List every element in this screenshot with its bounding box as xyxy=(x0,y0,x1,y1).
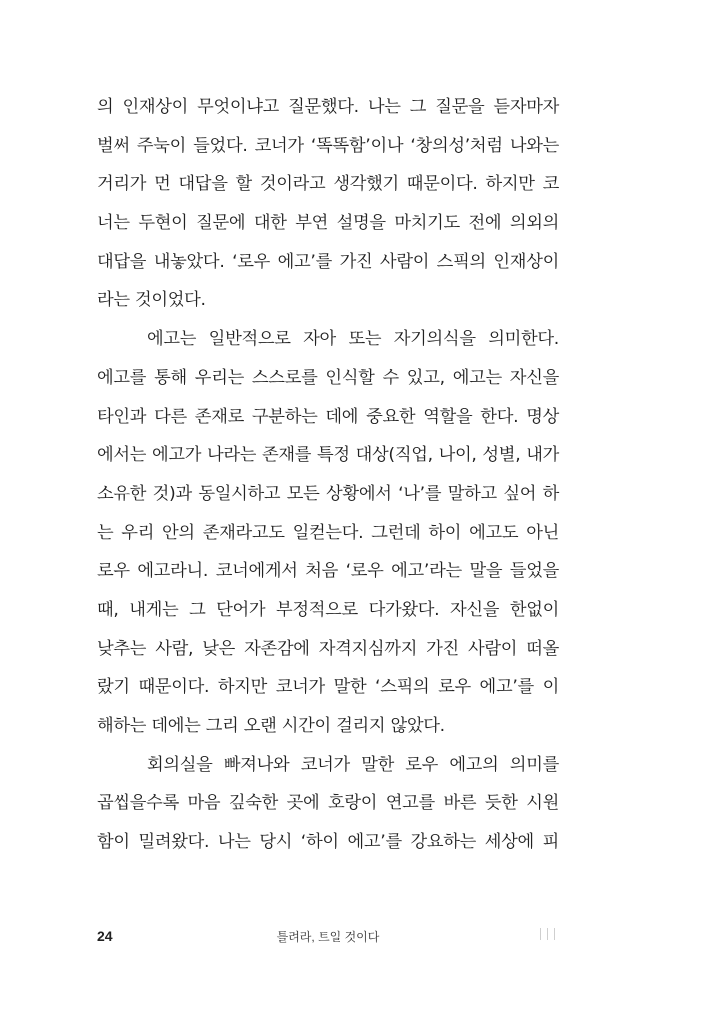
text-line: 랐기 때문이다. 하지만 코너가 말한 ‘스픽의 로우 에고’를 이 xyxy=(97,677,559,698)
text-line: 대답을 내놓았다. ‘로우 에고’를 가진 사람이 스픽의 인재상이 xyxy=(97,251,559,272)
text-line: 해하는 데에는 그리 오랜 시간이 걸리지 않았다. xyxy=(97,716,445,736)
text-line: 로우 에고라니. 코너에게서 처음 ‘로우 에고’라는 말을 들었을 xyxy=(97,561,559,582)
text-line: 타인과 다른 존재로 구분하는 데에 중요한 역할을 한다. 명상 xyxy=(97,406,559,427)
text-line: 낮추는 사람, 낮은 자존감에 자격지심까지 가진 사람이 떠올 xyxy=(97,638,559,659)
text-line: 거리가 먼 대답을 할 것이라고 생각했기 때문이다. 하지만 코 xyxy=(97,174,559,195)
text-line: 소유한 것)과 동일시하고 모든 상황에서 ‘나’를 말하고 싶어 하 xyxy=(97,483,559,504)
footer-ornament-icon xyxy=(539,928,557,940)
text-line: 함이 밀려왔다. 나는 당시 ‘하이 에고’를 강요하는 세상에 피 xyxy=(97,832,559,853)
body-text xyxy=(97,88,559,862)
text-line: 에고를 통해 우리는 스스로를 인식할 수 있고, 에고는 자신을 xyxy=(97,367,559,388)
text-line: 곱씹을수록 마음 깊숙한 곳에 호랑이 연고를 바른 듯한 시원 xyxy=(97,793,559,814)
text-line: 에서는 에고가 나라는 존재를 특정 대상(직업, 나이, 성별, 내가 xyxy=(97,445,559,466)
text-line: 는 우리 안의 존재라고도 일컫는다. 그런데 하이 에고도 아닌 xyxy=(97,522,559,543)
page-footer xyxy=(97,924,559,948)
text-line: 때, 내게는 그 단어가 부정적으로 다가왔다. 자신을 한없이 xyxy=(97,599,559,620)
text-line: 의 인재상이 무엇이냐고 질문했다. 나는 그 질문을 듣자마자 xyxy=(97,97,559,117)
text-line: 라는 것이었다. xyxy=(97,290,206,311)
page-number: 24 xyxy=(97,928,113,944)
paragraph-start-line: 회의실을 빠져나와 코너가 말한 로우 에고의 의미를 xyxy=(147,754,559,775)
paragraph-start-line: 에고는 일반적으로 자아 또는 자기의식을 의미한다. xyxy=(147,329,559,350)
text-line: 벌써 주눅이 들었다. 코너가 ‘똑똑함’이나 ‘창의성’처럼 나와는 xyxy=(97,135,559,156)
running-title: 틀려라, 트일 것이다 xyxy=(276,930,380,944)
text-line: 너는 두현이 질문에 대한 부연 설명을 마치기도 전에 의외의 xyxy=(97,213,559,234)
